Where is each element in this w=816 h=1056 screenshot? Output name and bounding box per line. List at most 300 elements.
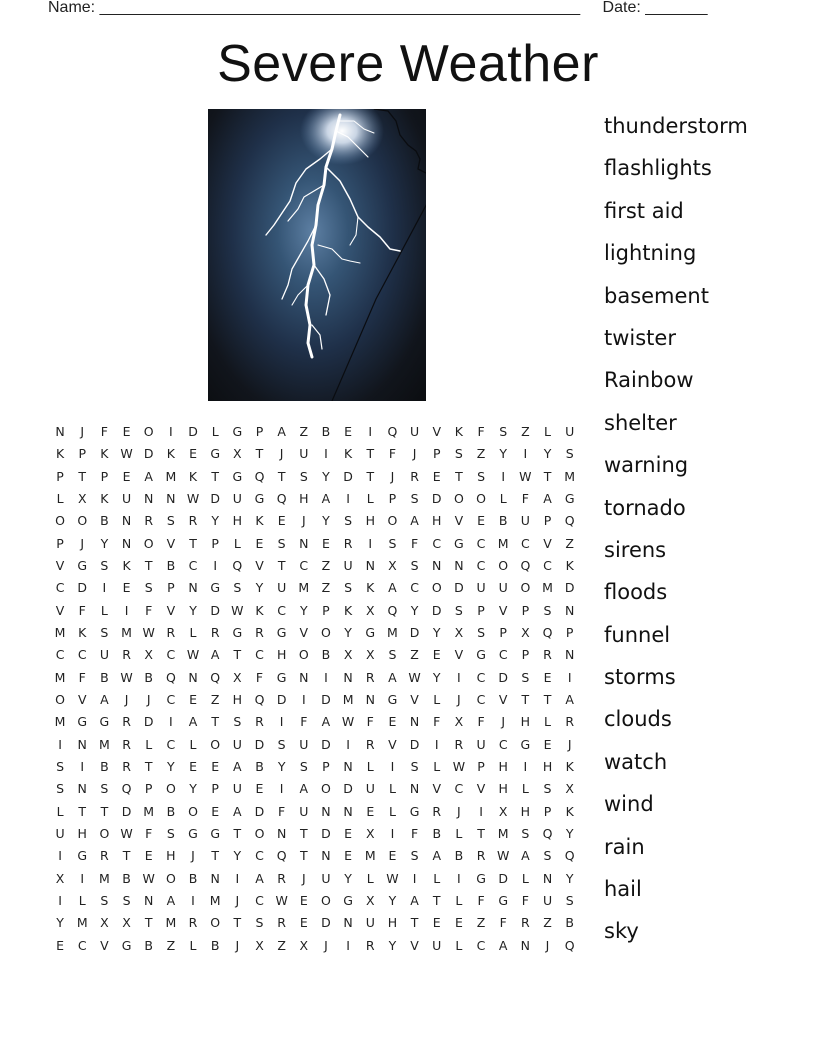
grid-letter[interactable]: I	[434, 736, 439, 752]
grid-letter[interactable]: L	[521, 781, 529, 797]
grid-letter[interactable]: I	[479, 803, 483, 819]
grid-letter[interactable]: D	[409, 624, 420, 640]
grid-letter[interactable]: Q	[232, 557, 243, 573]
grid-letter[interactable]: S	[56, 781, 65, 797]
grid-letter[interactable]: S	[477, 624, 486, 640]
grid-letter[interactable]: G	[520, 736, 531, 752]
grid-letter[interactable]: E	[277, 513, 286, 529]
grid-letter[interactable]: P	[211, 781, 219, 797]
grid-letter[interactable]: I	[80, 870, 85, 886]
grid-letter[interactable]: M	[564, 468, 576, 484]
grid-letter[interactable]: V	[498, 602, 508, 618]
grid-letter[interactable]: C	[77, 647, 87, 663]
grid-letter[interactable]: Y	[322, 513, 330, 529]
grid-letter[interactable]: R	[122, 758, 131, 774]
grid-letter[interactable]: Z	[476, 446, 486, 462]
grid-letter[interactable]: S	[277, 736, 286, 752]
grid-letter[interactable]: Y	[344, 870, 352, 886]
grid-letter[interactable]: S	[388, 535, 397, 551]
grid-letter[interactable]: Z	[543, 915, 552, 931]
grid-letter[interactable]: I	[324, 446, 328, 462]
grid-letter[interactable]: U	[343, 557, 353, 573]
grid-letter[interactable]: S	[344, 580, 353, 596]
grid-letter[interactable]: N	[343, 915, 353, 931]
grid-letter[interactable]: X	[388, 557, 397, 573]
grid-letter[interactable]: F	[410, 825, 419, 841]
grid-letter[interactable]: W	[186, 647, 200, 663]
grid-letter[interactable]: F	[477, 892, 485, 908]
grid-letter[interactable]: A	[498, 937, 508, 953]
grid-letter[interactable]: A	[299, 781, 309, 797]
grid-letter[interactable]: A	[255, 870, 264, 886]
grid-letter[interactable]: P	[255, 424, 264, 439]
grid-letter[interactable]: P	[56, 468, 64, 484]
grid-letter[interactable]: R	[476, 848, 486, 864]
grid-letter[interactable]: U	[476, 580, 486, 596]
grid-letter[interactable]: K	[255, 513, 264, 529]
grid-letter[interactable]: K	[255, 602, 264, 618]
grid-letter[interactable]: M	[54, 669, 66, 685]
grid-letter[interactable]: V	[77, 691, 87, 707]
grid-letter[interactable]: K	[100, 446, 109, 462]
grid-letter[interactable]: A	[166, 892, 176, 908]
grid-letter[interactable]: S	[454, 446, 463, 462]
grid-letter[interactable]: E	[189, 446, 197, 462]
grid-letter[interactable]: O	[77, 513, 88, 529]
grid-letter[interactable]: A	[233, 803, 242, 819]
grid-letter[interactable]: C	[498, 647, 508, 663]
grid-letter[interactable]: U	[277, 580, 287, 596]
grid-letter[interactable]: G	[210, 446, 221, 462]
grid-letter[interactable]: P	[543, 513, 552, 529]
grid-letter[interactable]: C	[166, 647, 176, 663]
grid-letter[interactable]: Y	[211, 513, 219, 529]
grid-letter[interactable]: V	[454, 647, 464, 663]
grid-letter[interactable]: E	[388, 714, 397, 730]
grid-letter[interactable]: I	[523, 758, 528, 774]
grid-letter[interactable]: I	[368, 535, 373, 551]
grid-letter[interactable]: V	[432, 424, 442, 439]
grid-letter[interactable]: V	[432, 781, 442, 797]
grid-letter[interactable]: S	[454, 602, 463, 618]
grid-letter[interactable]: G	[77, 714, 88, 730]
grid-letter[interactable]: D	[321, 825, 331, 841]
grid-letter[interactable]: N	[299, 669, 309, 685]
grid-letter[interactable]: Y	[410, 602, 419, 618]
grid-letter[interactable]: U	[520, 513, 530, 529]
grid-letter[interactable]: R	[188, 915, 198, 931]
grid-letter[interactable]: I	[213, 557, 218, 573]
grid-letter[interactable]: T	[211, 468, 219, 484]
grid-letter[interactable]: F	[433, 714, 441, 730]
grid-letter[interactable]: V	[55, 602, 65, 618]
grid-letter[interactable]: W	[120, 825, 133, 841]
grid-letter[interactable]: C	[77, 937, 87, 953]
grid-letter[interactable]: N	[564, 602, 575, 618]
grid-letter[interactable]: X	[122, 915, 131, 931]
grid-letter[interactable]: R	[454, 736, 464, 752]
grid-letter[interactable]: E	[322, 535, 330, 551]
grid-letter[interactable]: Y	[388, 892, 397, 908]
grid-letter[interactable]: I	[567, 669, 572, 685]
grid-letter[interactable]: G	[254, 490, 265, 506]
grid-letter[interactable]: N	[55, 424, 65, 439]
grid-letter[interactable]: S	[410, 490, 419, 506]
grid-letter[interactable]: L	[189, 736, 197, 752]
grid-letter[interactable]: W	[408, 669, 421, 685]
grid-letter[interactable]: I	[324, 669, 328, 685]
grid-letter[interactable]: T	[410, 915, 419, 931]
grid-letter[interactable]: D	[276, 691, 287, 707]
grid-letter[interactable]: U	[432, 937, 442, 953]
grid-letter[interactable]: Y	[299, 602, 308, 618]
grid-letter[interactable]: W	[497, 848, 510, 864]
grid-letter[interactable]: G	[121, 937, 132, 953]
grid-letter[interactable]: P	[543, 803, 552, 819]
grid-letter[interactable]: R	[122, 714, 131, 730]
grid-letter[interactable]: B	[498, 513, 508, 529]
grid-letter[interactable]: V	[255, 557, 264, 573]
grid-letter[interactable]: E	[144, 848, 153, 864]
grid-letter[interactable]: E	[432, 468, 441, 484]
grid-letter[interactable]: R	[166, 624, 176, 640]
grid-letter[interactable]: M	[54, 624, 66, 640]
grid-letter[interactable]: C	[255, 647, 264, 663]
grid-letter[interactable]: E	[189, 691, 197, 707]
grid-letter[interactable]: G	[232, 424, 243, 439]
grid-letter[interactable]: G	[276, 624, 287, 640]
grid-letter[interactable]: Q	[387, 424, 398, 439]
grid-letter[interactable]: A	[521, 848, 530, 864]
grid-letter[interactable]: Y	[432, 624, 441, 640]
grid-letter[interactable]: Z	[277, 937, 286, 953]
grid-letter[interactable]: V	[410, 937, 419, 953]
grid-letter[interactable]: X	[565, 781, 574, 797]
grid-letter[interactable]: S	[410, 557, 419, 573]
grid-letter[interactable]: H	[387, 915, 398, 931]
grid-letter[interactable]: P	[477, 758, 485, 774]
grid-letter[interactable]: J	[235, 937, 240, 953]
grid-letter[interactable]: J	[545, 937, 550, 953]
grid-letter[interactable]: C	[166, 691, 176, 707]
grid-letter[interactable]: P	[144, 781, 153, 797]
grid-letter[interactable]: I	[457, 669, 461, 685]
grid-letter[interactable]: D	[188, 424, 198, 439]
grid-letter[interactable]: S	[122, 892, 131, 908]
grid-letter[interactable]: Y	[543, 446, 552, 462]
grid-letter[interactable]: Y	[56, 915, 64, 931]
grid-letter[interactable]: T	[211, 714, 219, 730]
grid-letter[interactable]: F	[255, 669, 264, 685]
grid-letter[interactable]: K	[55, 446, 65, 462]
grid-letter[interactable]: O	[431, 580, 442, 596]
grid-letter[interactable]: G	[454, 535, 464, 551]
grid-letter[interactable]: E	[255, 781, 264, 797]
grid-letter[interactable]: Q	[387, 602, 398, 618]
grid-letter[interactable]: M	[98, 870, 110, 886]
grid-letter[interactable]: F	[78, 669, 86, 685]
grid-letter[interactable]: T	[211, 848, 219, 864]
grid-letter[interactable]: B	[432, 825, 442, 841]
grid-letter[interactable]: A	[432, 848, 442, 864]
grid-letter[interactable]: W	[231, 602, 244, 618]
grid-letter[interactable]: F	[100, 424, 108, 439]
grid-letter[interactable]: R	[122, 647, 131, 663]
grid-letter[interactable]: X	[365, 602, 375, 618]
grid-letter[interactable]: D	[343, 781, 353, 797]
grid-letter[interactable]: I	[346, 490, 350, 506]
grid-letter[interactable]: D	[77, 580, 88, 596]
grid-letter[interactable]: Q	[165, 669, 176, 685]
grid-letter[interactable]: H	[166, 848, 176, 864]
grid-letter[interactable]: I	[124, 602, 129, 618]
grid-letter[interactable]: U	[55, 825, 65, 841]
grid-letter[interactable]: S	[410, 848, 419, 864]
grid-letter[interactable]: E	[432, 647, 441, 663]
grid-letter[interactable]: E	[299, 915, 308, 931]
grid-letter[interactable]: G	[409, 803, 420, 819]
grid-letter[interactable]: N	[144, 892, 154, 908]
grid-letter[interactable]: M	[98, 736, 110, 752]
grid-letter[interactable]: B	[565, 915, 574, 931]
grid-letter[interactable]: S	[166, 825, 175, 841]
grid-letter[interactable]: S	[543, 781, 552, 797]
grid-letter[interactable]: C	[166, 736, 176, 752]
grid-letter[interactable]: Q	[276, 490, 287, 506]
grid-letter[interactable]: A	[410, 892, 419, 908]
grid-letter[interactable]: J	[279, 446, 284, 462]
grid-letter[interactable]: A	[321, 714, 331, 730]
grid-letter[interactable]: F	[477, 714, 485, 730]
grid-letter[interactable]: Z	[210, 691, 220, 707]
grid-letter[interactable]: J	[301, 513, 306, 529]
grid-letter[interactable]: X	[299, 937, 309, 953]
grid-letter[interactable]: Z	[521, 424, 530, 439]
grid-letter[interactable]: N	[343, 758, 353, 774]
grid-letter[interactable]: N	[365, 557, 375, 573]
grid-letter[interactable]: X	[365, 825, 375, 841]
grid-letter[interactable]: O	[453, 490, 464, 506]
grid-letter[interactable]: K	[565, 557, 574, 573]
grid-letter[interactable]: D	[143, 714, 154, 730]
grid-letter[interactable]: A	[388, 669, 397, 685]
grid-letter[interactable]: O	[210, 915, 221, 931]
grid-letter[interactable]: N	[77, 781, 87, 797]
grid-letter[interactable]: B	[100, 513, 109, 529]
grid-letter[interactable]: A	[410, 513, 419, 529]
grid-letter[interactable]: U	[232, 781, 242, 797]
grid-letter[interactable]: A	[188, 714, 198, 730]
grid-letter[interactable]: O	[143, 424, 154, 439]
grid-letter[interactable]: F	[145, 825, 153, 841]
grid-letter[interactable]: L	[433, 758, 441, 774]
grid-letter[interactable]: K	[166, 446, 175, 462]
grid-letter[interactable]: V	[299, 624, 309, 640]
grid-letter[interactable]: N	[121, 535, 132, 551]
grid-letter[interactable]: N	[321, 803, 331, 819]
grid-letter[interactable]: T	[144, 557, 153, 573]
grid-letter[interactable]: E	[344, 848, 353, 864]
grid-letter[interactable]: V	[55, 557, 65, 573]
grid-letter[interactable]: F	[145, 602, 153, 618]
grid-letter[interactable]: H	[232, 513, 243, 529]
grid-letter[interactable]: F	[366, 714, 374, 730]
grid-letter[interactable]: J	[80, 424, 85, 439]
grid-letter[interactable]: F	[499, 915, 507, 931]
grid-letter[interactable]: N	[188, 580, 198, 596]
grid-letter[interactable]: A	[100, 691, 109, 707]
grid-letter[interactable]: J	[501, 714, 506, 730]
grid-letter[interactable]: S	[100, 557, 109, 573]
grid-letter[interactable]: B	[321, 424, 331, 439]
grid-letter[interactable]: X	[454, 714, 464, 730]
grid-letter[interactable]: M	[298, 580, 310, 596]
grid-letter[interactable]: U	[232, 736, 242, 752]
grid-letter[interactable]: L	[366, 490, 374, 506]
grid-letter[interactable]: L	[78, 892, 86, 908]
grid-letter[interactable]: C	[277, 602, 286, 618]
grid-letter[interactable]: J	[390, 468, 395, 484]
grid-letter[interactable]: K	[188, 468, 198, 484]
grid-letter[interactable]: E	[344, 424, 353, 439]
grid-letter[interactable]: M	[497, 825, 509, 841]
grid-letter[interactable]: U	[365, 915, 375, 931]
grid-letter[interactable]: E	[56, 937, 65, 953]
grid-letter[interactable]: A	[277, 424, 286, 439]
grid-letter[interactable]: G	[276, 669, 287, 685]
grid-letter[interactable]: R	[365, 937, 375, 953]
grid-letter[interactable]: W	[519, 468, 532, 484]
grid-letter[interactable]: O	[55, 691, 65, 707]
grid-letter[interactable]: C	[498, 736, 508, 752]
grid-letter[interactable]: Q	[520, 557, 531, 573]
grid-letter[interactable]: I	[390, 758, 395, 774]
grid-letter[interactable]: E	[388, 848, 397, 864]
grid-letter[interactable]: N	[321, 848, 331, 864]
grid-letter[interactable]: W	[386, 870, 399, 886]
grid-letter[interactable]: V	[100, 937, 109, 953]
grid-letter[interactable]: I	[457, 870, 461, 886]
grid-letter[interactable]: M	[76, 915, 88, 931]
grid-letter[interactable]: S	[499, 424, 508, 439]
grid-letter[interactable]: V	[166, 602, 176, 618]
grid-letter[interactable]: S	[233, 714, 242, 730]
grid-letter[interactable]: I	[58, 736, 62, 752]
grid-letter[interactable]: B	[166, 803, 176, 819]
grid-letter[interactable]: L	[366, 870, 374, 886]
grid-letter[interactable]: V	[543, 535, 552, 551]
grid-letter[interactable]: T	[477, 825, 485, 841]
grid-letter[interactable]: B	[166, 557, 176, 573]
grid-letter[interactable]: C	[299, 557, 309, 573]
grid-letter[interactable]: A	[565, 691, 574, 707]
grid-letter[interactable]: D	[321, 915, 331, 931]
grid-letter[interactable]: Z	[476, 915, 486, 931]
grid-letter[interactable]: J	[324, 937, 328, 953]
grid-letter[interactable]: W	[142, 870, 155, 886]
grid-letter[interactable]: T	[122, 848, 131, 864]
grid-letter[interactable]: E	[211, 758, 220, 774]
grid-letter[interactable]: R	[432, 803, 442, 819]
grid-letter[interactable]: S	[565, 892, 574, 908]
grid-letter[interactable]: I	[58, 892, 62, 908]
grid-letter[interactable]: D	[210, 602, 220, 618]
grid-letter[interactable]: U	[476, 736, 486, 752]
grid-letter[interactable]: G	[232, 624, 243, 640]
grid-letter[interactable]: O	[254, 825, 265, 841]
grid-letter[interactable]: H	[299, 490, 309, 506]
grid-letter[interactable]: J	[567, 736, 572, 752]
grid-letter[interactable]: G	[77, 848, 88, 864]
grid-letter[interactable]: J	[457, 803, 461, 819]
grid-letter[interactable]: Q	[254, 691, 265, 707]
grid-letter[interactable]: S	[100, 892, 109, 908]
grid-letter[interactable]: R	[365, 736, 375, 752]
grid-letter[interactable]: C	[188, 557, 198, 573]
grid-letter[interactable]: L	[211, 424, 219, 439]
grid-letter[interactable]: P	[322, 602, 330, 618]
grid-letter[interactable]: L	[56, 803, 64, 819]
grid-letter[interactable]: S	[299, 468, 308, 484]
grid-letter[interactable]: N	[409, 781, 420, 797]
grid-letter[interactable]: L	[499, 490, 507, 506]
grid-letter[interactable]: G	[387, 691, 398, 707]
grid-letter[interactable]: A	[543, 490, 552, 506]
grid-letter[interactable]: E	[432, 915, 441, 931]
grid-letter[interactable]: G	[210, 580, 221, 596]
grid-letter[interactable]: P	[521, 602, 530, 618]
grid-letter[interactable]: P	[521, 647, 530, 663]
grid-letter[interactable]: Y	[233, 848, 242, 864]
grid-letter[interactable]: X	[521, 624, 530, 640]
grid-letter[interactable]: C	[476, 557, 486, 573]
grid-letter[interactable]: V	[166, 535, 176, 551]
grid-letter[interactable]: L	[433, 870, 441, 886]
grid-letter[interactable]: T	[233, 915, 242, 931]
grid-letter[interactable]: H	[365, 513, 375, 529]
grid-letter[interactable]: D	[321, 736, 331, 752]
grid-letter[interactable]: N	[564, 647, 575, 663]
grid-letter[interactable]: B	[144, 669, 153, 685]
grid-letter[interactable]: W	[142, 624, 155, 640]
grid-letter[interactable]: K	[565, 803, 574, 819]
grid-letter[interactable]: N	[299, 535, 309, 551]
grid-letter[interactable]: E	[255, 535, 264, 551]
grid-letter[interactable]: I	[102, 580, 107, 596]
grid-letter[interactable]: S	[100, 781, 109, 797]
grid-letter[interactable]: R	[543, 647, 552, 663]
grid-letter[interactable]: U	[232, 490, 242, 506]
grid-letter[interactable]: N	[343, 803, 353, 819]
grid-letter[interactable]: U	[299, 736, 309, 752]
grid-letter[interactable]: I	[169, 424, 173, 439]
grid-letter[interactable]: E	[211, 803, 220, 819]
grid-letter[interactable]: T	[277, 468, 286, 484]
grid-letter[interactable]: E	[477, 513, 485, 529]
grid-letter[interactable]: C	[476, 535, 486, 551]
grid-letter[interactable]: W	[452, 758, 466, 774]
grid-letter[interactable]: U	[299, 803, 309, 819]
grid-letter[interactable]: I	[368, 424, 373, 439]
grid-letter[interactable]: X	[365, 892, 375, 908]
grid-letter[interactable]: P	[477, 602, 485, 618]
grid-letter[interactable]: C	[454, 781, 464, 797]
grid-letter[interactable]: S	[410, 758, 419, 774]
grid-letter[interactable]: D	[454, 580, 464, 596]
grid-letter[interactable]: N	[542, 870, 553, 886]
grid-letter[interactable]: F	[388, 446, 397, 462]
grid-letter[interactable]: P	[322, 758, 330, 774]
